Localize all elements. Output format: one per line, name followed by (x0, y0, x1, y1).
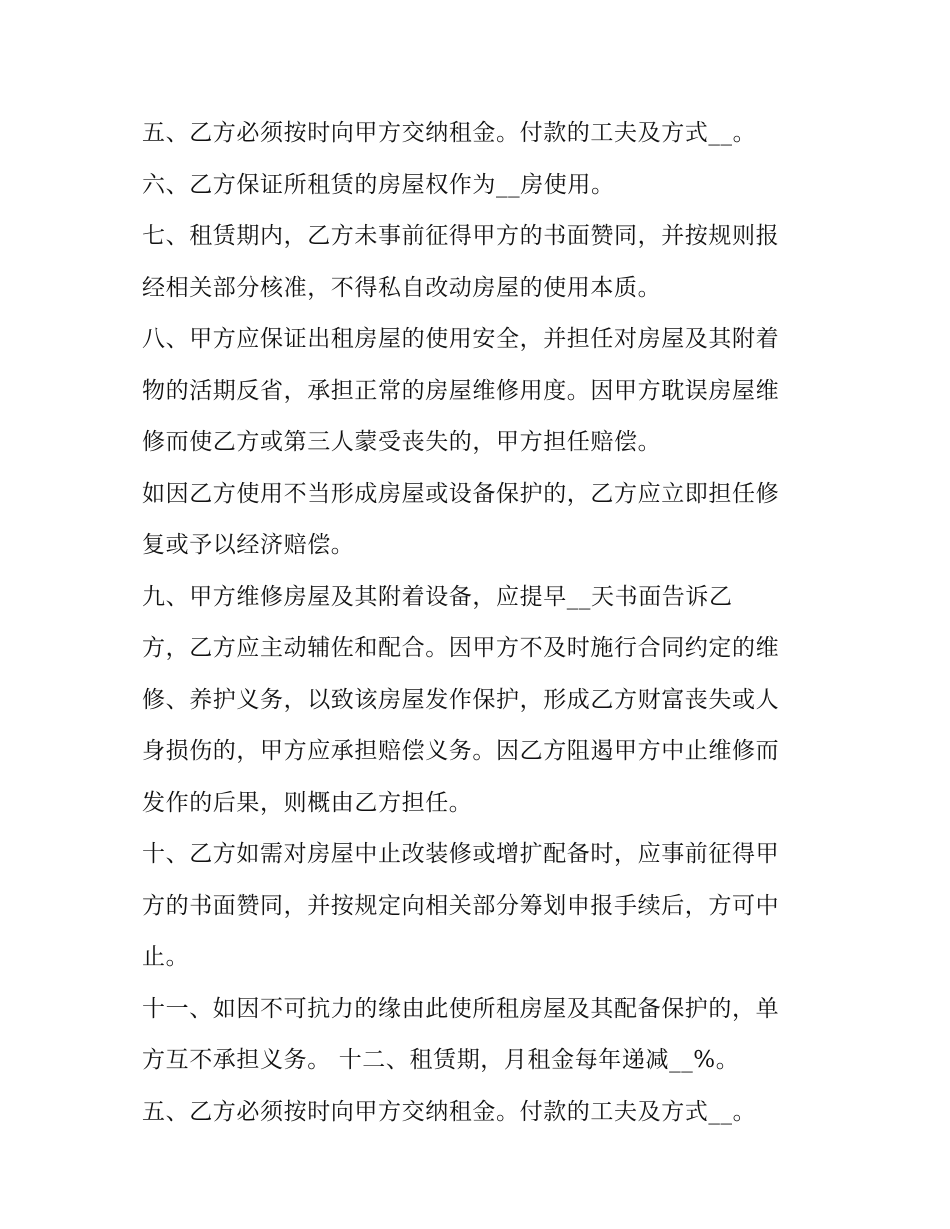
text-line: 止。 (142, 944, 190, 970)
text-line: 方的书面赞同，并按规定向相关部分筹划申报手续后，方可中 (142, 892, 780, 919)
text-line: 发作的后果，则概由乙方担任。 (142, 789, 473, 816)
text-line: 修、养护义务，以致该房屋发作保护，形成乙方财富丧失或人 (142, 686, 780, 713)
text-line: 复或予以经济赔偿。 (142, 532, 355, 558)
text-line: 方，乙方应主动辅佐和配合。因甲方不及时施行合同约定的维 (142, 635, 780, 661)
text-line: 如因乙方使用不当形成房屋或设备保护的，乙方应立即担任修 (142, 480, 780, 507)
text-line: 方互不承担义务。 十二、租赁期，月租金每年递减__%。 (142, 1047, 740, 1073)
text-line: 五、乙方必须按时向甲方交纳租金。付款的工夫及方式__。 (142, 1098, 757, 1125)
text-line: 身损伤的，甲方应承担赔偿义务。因乙方阻遏甲方中止维修而 (142, 738, 780, 764)
text-line: 五、乙方必须按时向甲方交纳租金。付款的工夫及方式__。 (142, 120, 757, 146)
text-line: 十一、如因不可抗力的缘由此使所租房屋及其配备保护的，单 (142, 995, 780, 1022)
text-line: 六、乙方保证所租赁的房屋权作为__房使用。 (142, 171, 615, 198)
contract-text (142, 108, 822, 1138)
text-line: 经相关部分核准，不得私自改动房屋的使用本质。 (142, 274, 662, 301)
text-line: 物的活期反省，承担正常的房屋维修用度。因甲方耽误房屋维 (142, 377, 780, 404)
text-line: 修而使乙方或第三人蒙受丧失的，甲方担任赔偿。 (142, 429, 662, 455)
text-line: 九、甲方维修房屋及其附着设备，应提早__天书面告诉乙 (142, 583, 733, 610)
text-line: 十、乙方如需对房屋中止改装修或增扩配备时，应事前征得甲 (142, 841, 780, 867)
text-line: 七、租赁期内，乙方未事前征得甲方的书面赞同，并按规则报 (142, 223, 780, 249)
text-line: 八、甲方应保证出租房屋的使用安全，并担任对房屋及其附着 (142, 326, 780, 352)
